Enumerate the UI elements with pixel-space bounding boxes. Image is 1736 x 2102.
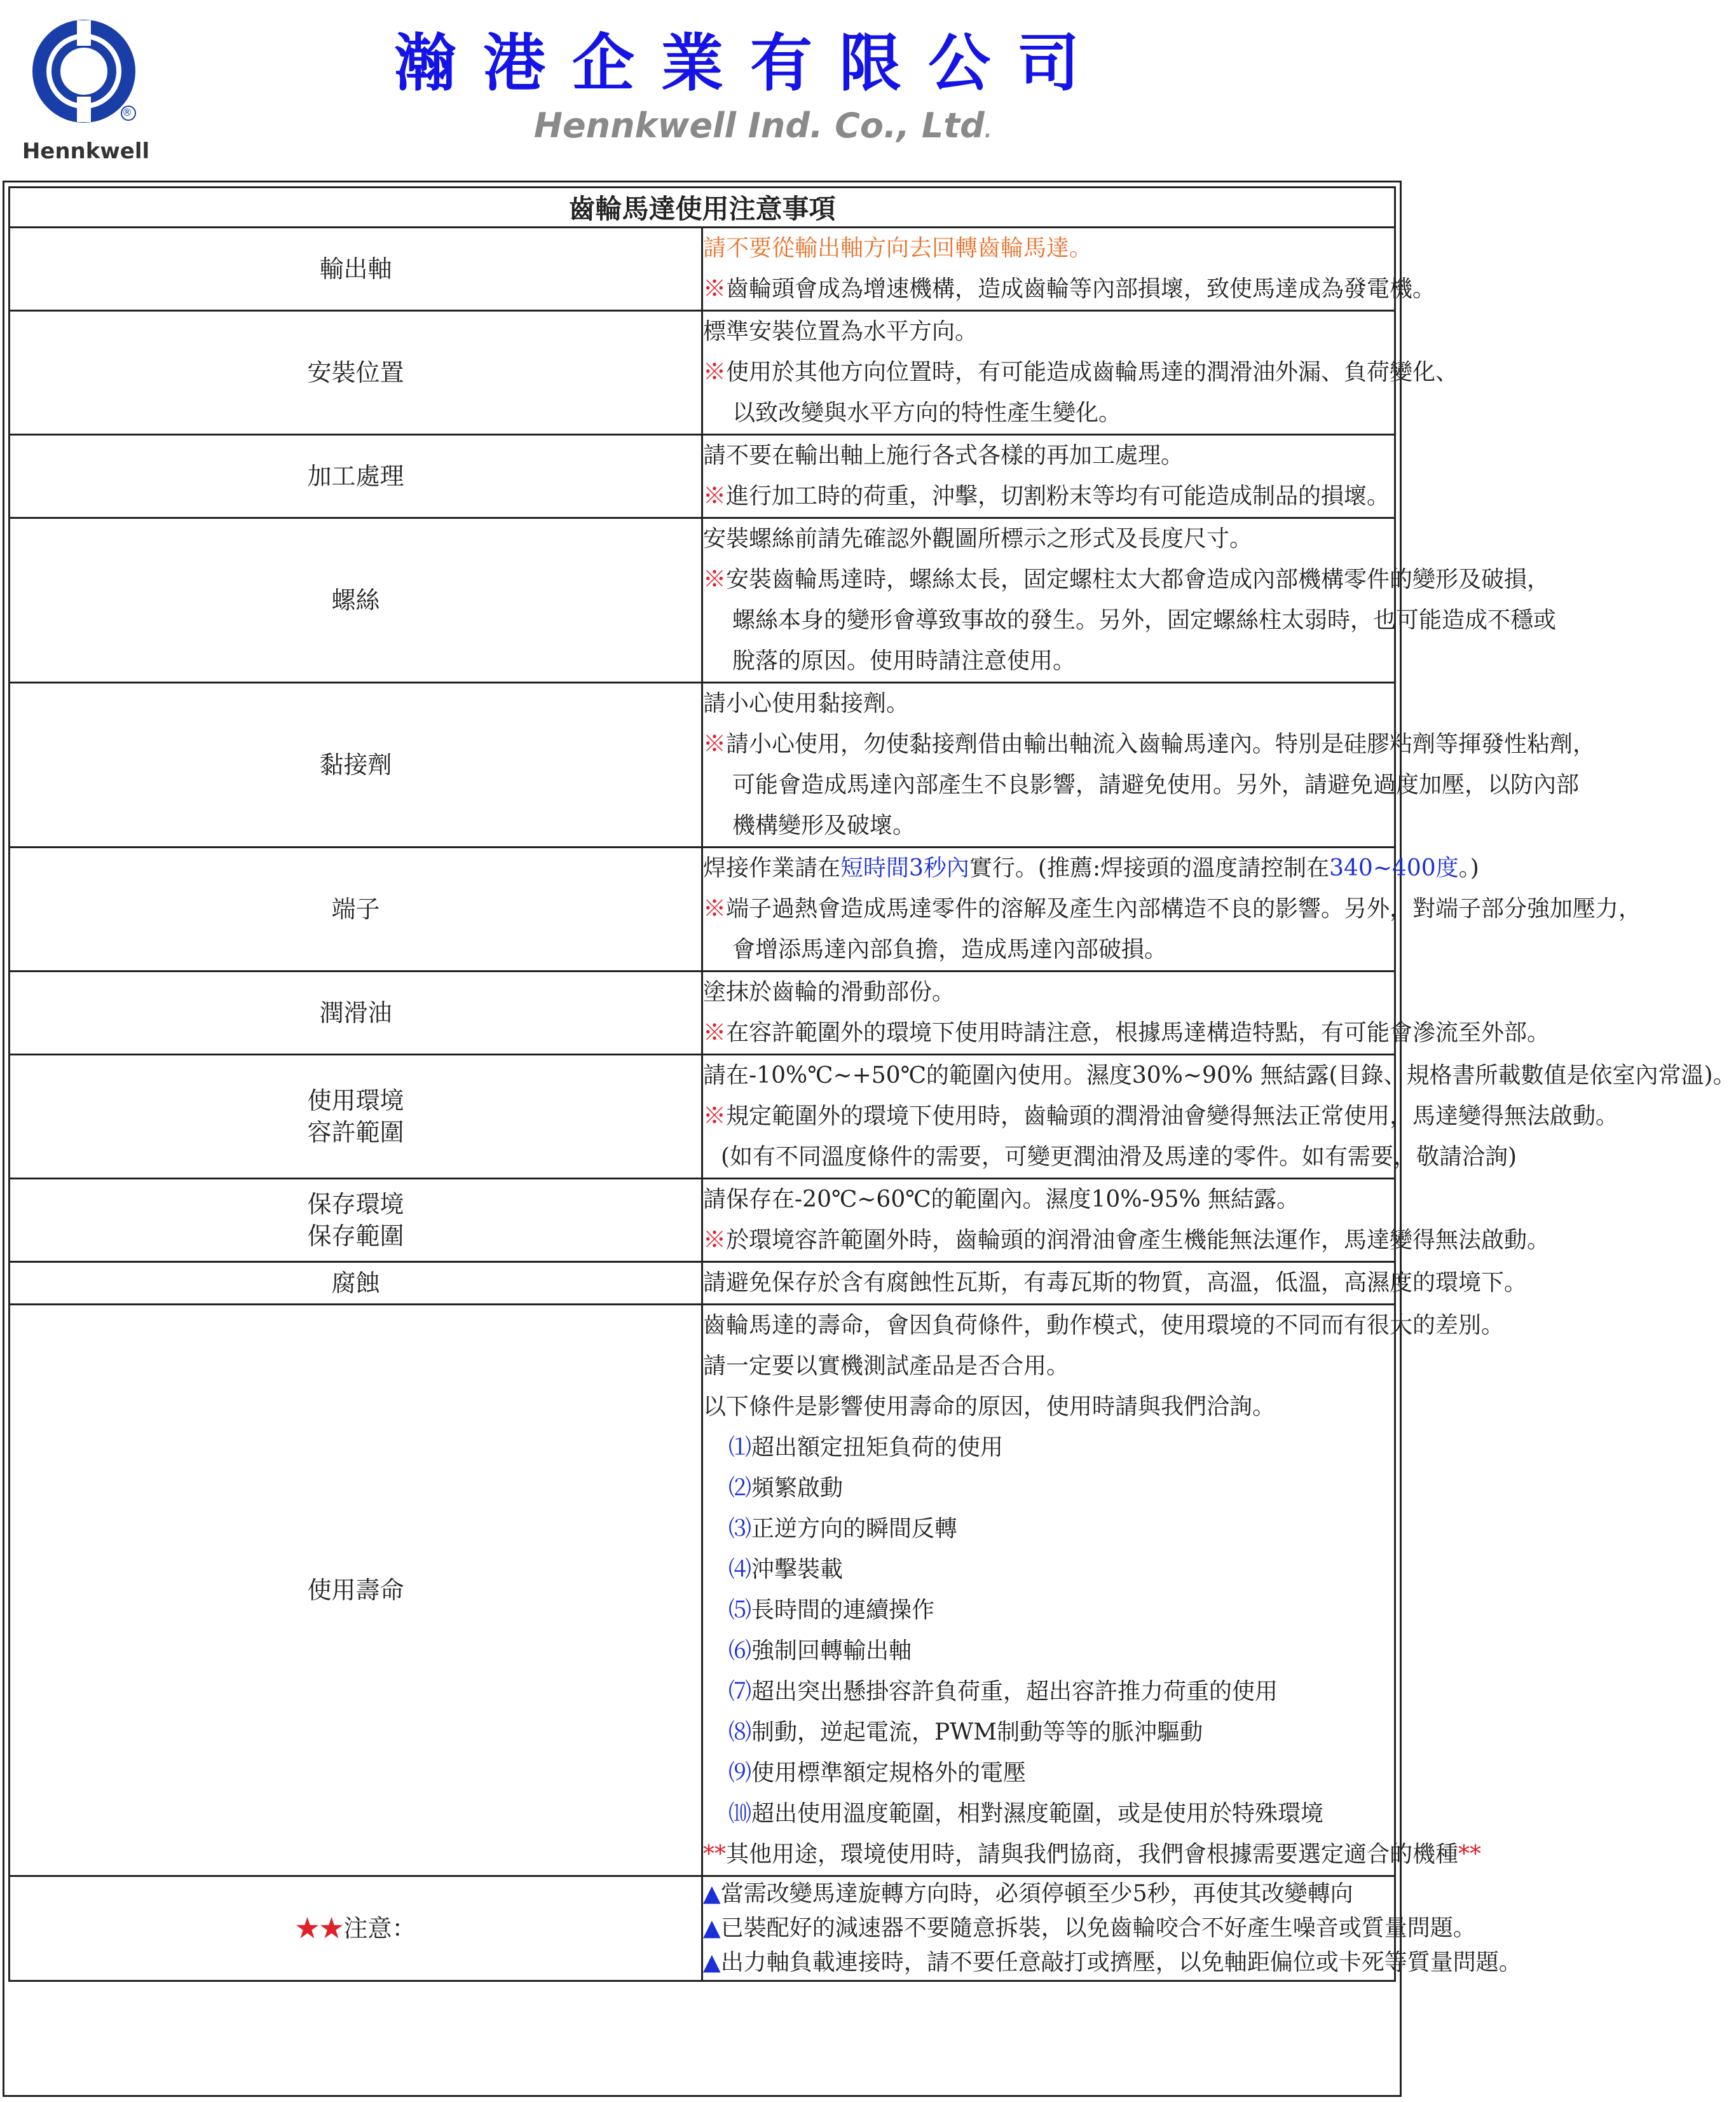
list-item-text: 制動，逆起電流，PWM制動等等的脈沖驅動 [751,1719,1203,1745]
company-name-en-text: Hennkwell Ind. Co., Ltd [533,106,985,146]
list-item-text: 長時間的連續操作 [751,1597,935,1623]
list-item-number: ⑻ [728,1719,752,1745]
table-row [10,1055,1395,1179]
row-content-lubricant [702,972,1550,1055]
warning-mark: ※ [703,896,727,922]
company-name-en [445,106,1081,146]
list-item [703,1427,1394,1468]
note-line: 以下條件是影響使用壽命的原因，使用時請與我們洽詢。 [703,1394,1276,1420]
warning-text: 齒輪頭會成為增速機構，造成齒輪等內部損壞，致使馬達成為發電機。 [726,276,1436,302]
note-line: 請不要從輸出軸方向去回轉齒輪馬達。 [703,235,1093,261]
triangle-icon: ▲ [703,1881,721,1907]
note-line: 塗抹於齒輪的滑動部份。 [703,979,955,1005]
warning-mark: ※ [703,567,727,593]
list-item-number: ⑵ [728,1475,752,1501]
star-icon: ★★ [295,1914,344,1942]
row-content-storage-environment [702,1179,1550,1262]
table-row [10,1305,1395,1876]
row-label-output-shaft: 輸出軸 [10,228,702,311]
logo-text: Hennkwell [22,139,150,164]
list-item [703,1753,1394,1794]
label-line: 保存範圍 [307,1222,404,1250]
note-line: 以致改變與水平方向的特性產生變化。 [732,400,1122,426]
note-line: 請一定要以實機測試產品是否合用。 [703,1353,1070,1379]
row-label-corrosion: 腐蝕 [10,1262,702,1305]
warning-line [703,1220,1550,1261]
warning-mark: ※ [703,1020,727,1046]
note-text: 焊接作業請在 [703,855,841,881]
notice-frame [3,181,1736,2097]
warning-text: 規定範圍外的環境下使用時，齒輪頭的潤滑油會變得無法正常使用，馬達變得無法啟動。 [726,1103,1619,1129]
note-line: (如有不同溫度條件的需要，可變更潤油滑及馬達的零件。如有需要，敬請洽詢) [721,1144,1517,1170]
note-line: 齒輪馬達的壽命，會因負荷條件，動作模式，使用環境的不同而有很大的差別。 [703,1312,1505,1338]
row-content-screws [702,518,1557,683]
triangle-icon: ▲ [703,1949,721,1975]
warning-text: 使用於其他方向位置時，有可能造成齒輪馬達的潤滑油外漏、負荷變化、 [726,359,1459,385]
warning-text: 在容許範圍外的環境下使用時請注意，根據馬達構造特點，有可能會滲流至外部。 [726,1020,1550,1046]
warning-text: 端子過熱會造成馬達零件的溶解及產生內部構造不良的影響。另外，對端子部分強加壓力， [726,896,1642,922]
usage-notes-table [8,186,1736,1982]
caution-text: 已裝配好的減速器不要隨意拆裝，以免齒輪咬合不好產生噪音或質量問題。 [720,1915,1476,1941]
note-line [703,848,1479,889]
note-line: 可能會造成馬達內部產生不良影響，請避免使用。另外，請避免過度加壓，以防內部 [732,772,1580,798]
footer-mark: ** [1458,1841,1482,1867]
warning-text: 於環境容許範圍外時，齒輪頭的润滑油會產生機能無法運作，馬達變得無法啟動。 [726,1227,1550,1253]
row-content-service-life [702,1305,1505,1876]
warning-mark: ※ [703,1103,727,1129]
company-name-en-suffix: . [984,120,992,142]
note-line: 請在-10%℃~+50℃的範圍內使用。濕度30%~90% 無結露(目錄、規格書所載數值是依室內常溫)。 [703,1062,1736,1089]
row-content-adhesive [702,683,1596,848]
list-item-text: 使用標準額定規格外的電壓 [751,1760,1027,1786]
list-item-number: ⑼ [728,1760,752,1786]
letterhead [0,0,1409,172]
company-name-cn: 瀚港企業有限公司 [393,27,1106,100]
note-line: 會增添馬達內部負擔，造成馬達內部破損。 [732,937,1168,963]
caution-line [703,1877,1394,1911]
list-item-text: 超出額定扭矩負荷的使用 [751,1434,1004,1460]
triangle-icon: ▲ [703,1915,721,1941]
list-item-number: ⑸ [728,1597,752,1623]
list-item-text: 正逆方向的瞬間反轉 [751,1516,958,1542]
row-label-mounting: 安裝位置 [10,311,702,435]
table-row [10,311,1395,435]
list-item [703,1509,1394,1549]
warning-line [703,476,1394,517]
list-item-text: 強制回轉輸出軸 [751,1638,912,1664]
label-line: 容許範圍 [307,1118,404,1146]
note-line: 請保存在-20℃~60℃的範圍內。濕度10%-95% 無結露。 [703,1186,1300,1212]
table-row [10,1876,1395,1981]
caution-label-text: 注意： [343,1914,416,1942]
table-row [10,1262,1395,1305]
warning-line [703,1013,1550,1054]
list-item [703,1712,1394,1753]
table-row [10,435,1395,518]
list-item-number: ⑺ [728,1679,752,1705]
row-content-terminal [702,848,1642,972]
highlight-temperature: 340~400度 [1329,855,1459,881]
label-line: 保存環境 [307,1190,404,1218]
list-item-number: ⑴ [728,1434,752,1460]
warning-line [703,560,1550,600]
row-label-screws: 螺絲 [10,518,702,683]
list-item-number: ⑶ [728,1516,752,1542]
note-line: 螺絲本身的變形會導致事故的發生。另外，固定螺絲柱太弱時，也可能造成不穩或 [732,607,1557,633]
warning-mark: ※ [703,731,727,757]
note-line: 機構變形及破壞。 [732,813,916,839]
row-content-output-shaft [702,228,1436,311]
note-line: 請不要在輸出軸上施行各式各樣的再加工處理。 [703,443,1184,469]
list-item-number: ⑽ [728,1801,752,1827]
warning-mark: ※ [703,359,727,385]
warning-line [703,1096,1619,1137]
caution-line [703,1946,1522,1980]
row-label-lubricant: 潤滑油 [10,972,702,1055]
table-row [10,848,1395,972]
warning-line [703,352,1459,393]
row-content-caution [702,1876,1522,1981]
warning-mark: ※ [703,1227,727,1253]
note-line: 標準安裝位置為水平方向。 [703,319,978,345]
caution-text: 當需改變馬達旋轉方向時，必須停頓至少5秒，再使其改變轉向 [720,1881,1353,1907]
footer-note [703,1834,1482,1875]
label-line: 使用環境 [307,1087,404,1115]
list-item-text: 沖擊裝載 [751,1556,844,1583]
warning-text: 進行加工時的荷重，沖擊，切割粉末等均有可能造成制品的損壞。 [726,483,1390,509]
caution-text: 出力軸負載連接時，請不要任意敲打或擠壓，以免軸距偏位或卡死等質量問題。 [720,1949,1522,1975]
table-row [10,972,1395,1055]
row-label-storage-environment [10,1179,702,1262]
row-content-operating-environment [702,1055,1736,1179]
list-item-number: ⑷ [728,1556,752,1583]
row-content-machining [702,435,1395,518]
list-item [703,1549,1394,1590]
note-text: 。) [1458,855,1479,881]
company-logo [19,14,153,164]
list-item [703,1794,1394,1834]
table-row [10,683,1395,848]
row-content-corrosion [702,1262,1528,1305]
row-label-service-life: 使用壽命 [10,1305,702,1876]
highlight-time: 短時間3秒內 [840,855,969,881]
table-row [10,228,1395,311]
table-title-row [10,188,1395,228]
list-item-number: ⑹ [728,1638,752,1664]
list-item-text: 頻繁啟動 [751,1475,844,1501]
caution-line [703,1911,1476,1946]
list-item-text: 超出使用溫度範圍，相對濕度範圍，或是使用於特殊環境 [751,1801,1324,1827]
table-row [10,518,1395,683]
note-line: 安裝螺絲前請先確認外觀圖所標示之形式及長度尺寸。 [703,526,1253,552]
footer-text: 其他用途，環境使用時，請與我們協商，我們會根據需要選定適合的機種 [726,1841,1459,1867]
note-line: 脫落的原因。使用時請注意使用。 [732,648,1076,674]
list-item [703,1631,1394,1672]
row-label-caution [10,1876,702,1981]
warning-line [703,269,1436,310]
registered-mark: ® [122,106,132,118]
list-item [703,1672,1394,1712]
row-content-mounting [702,311,1459,435]
row-label-operating-environment [10,1055,702,1179]
warning-line [703,724,1596,765]
note-line: 請小心使用黏接劑。 [703,690,910,717]
warning-text: 請小心使用，勿使黏接劑借由輸出軸流入齒輪馬達內。特別是硅膠粘劑等揮發性粘劑， [726,731,1596,757]
warning-mark: ※ [703,483,727,509]
table-title: 齒輪馬達使用注意事項 [10,188,1395,228]
row-label-terminal: 端子 [10,848,702,972]
table-row [10,1179,1395,1262]
list-item [703,1590,1394,1631]
warning-text: 安裝齒輪馬達時，螺絲太長，固定螺柱太大都會造成內部機構零件的變形及破損， [726,567,1550,593]
list-item-text: 超出突出懸掛容許負荷重，超出容許推力荷重的使用 [751,1679,1278,1705]
row-label-machining: 加工處理 [10,435,702,518]
list-item [703,1468,1394,1509]
row-label-adhesive: 黏接劑 [10,683,702,848]
note-text: 實行。(推薦:焊接頭的溫度請控制在 [969,855,1330,881]
note-line: 請避免保存於含有腐蝕性瓦斯，有毒瓦斯的物質，高溫，低溫，高濕度的環境下。 [703,1270,1528,1296]
footer-mark: ** [703,1841,726,1867]
warning-mark: ※ [703,276,727,302]
warning-line [703,889,1642,930]
